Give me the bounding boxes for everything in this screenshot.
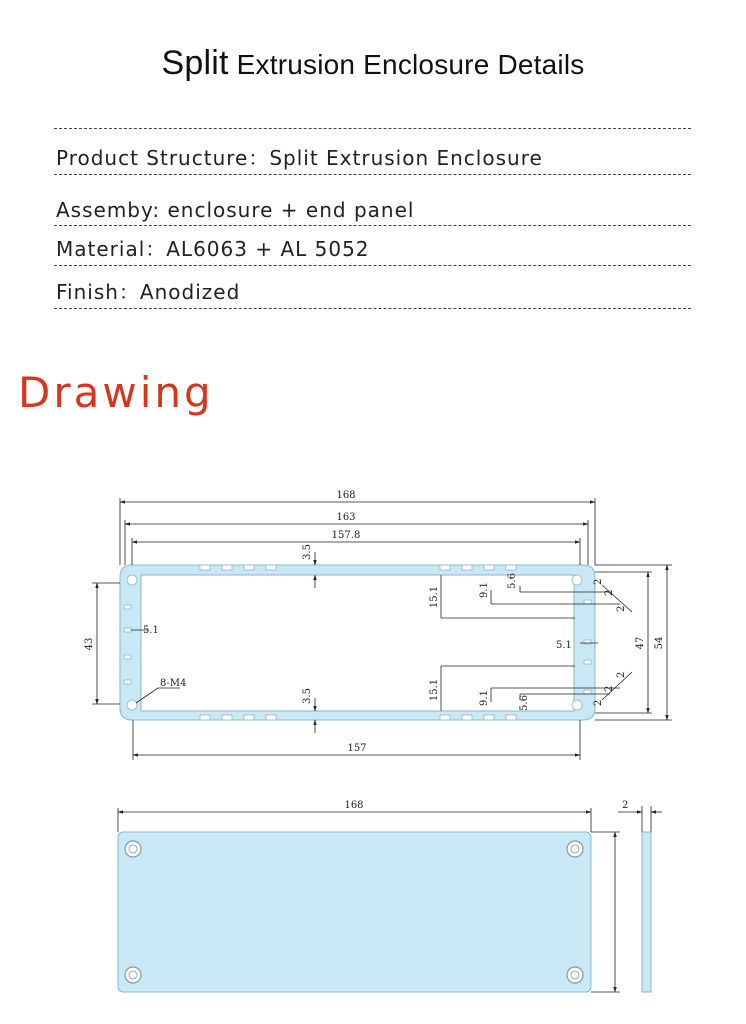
dim-rib-bottom: 15.1 bbox=[429, 678, 440, 702]
screw-label: 8-M4 bbox=[160, 678, 187, 689]
dim-base-width: 157 bbox=[347, 743, 367, 754]
end-panel-dimension-labels bbox=[344, 800, 628, 811]
end-panel-plate bbox=[118, 832, 591, 992]
dim-overall-height: 54 bbox=[654, 636, 665, 650]
mount-hole-icon bbox=[567, 967, 583, 983]
dim-fin-c: 2 bbox=[616, 605, 627, 612]
title-first-word: Split bbox=[161, 44, 229, 82]
dim-small-bottom: 9.1 bbox=[479, 690, 490, 706]
dim-rib-top: 15.1 bbox=[429, 585, 440, 609]
screw-channels bbox=[127, 575, 582, 710]
dim-fin-a: 2 bbox=[593, 578, 604, 585]
spec-material-text: Material：AL6063 + AL 5052 bbox=[56, 237, 370, 261]
dim-left-height: 43 bbox=[84, 637, 95, 651]
dim-wall-bottom: 3.5 bbox=[302, 688, 313, 704]
spec-finish-text: Finish：Anodized bbox=[56, 280, 241, 304]
dim-panel-thickness: 2 bbox=[622, 800, 629, 811]
dim-right-height: 47 bbox=[635, 636, 646, 650]
title-rest: Extrusion Enclosure Details bbox=[236, 49, 585, 80]
end-panel-side-view bbox=[642, 832, 651, 992]
spec-assembly-text: Assemby: enclosure + end panel bbox=[56, 198, 415, 222]
end-panel bbox=[118, 832, 651, 992]
mount-hole-icon bbox=[125, 841, 141, 857]
dim-slot-right: 5.1 bbox=[556, 640, 572, 651]
mount-hole-icon bbox=[125, 967, 141, 983]
dim-inner-width: 163 bbox=[336, 512, 356, 523]
dim-panel-width: 168 bbox=[344, 800, 364, 811]
dim-fin-d: 2 bbox=[616, 671, 627, 678]
dim-fin-e: 2 bbox=[604, 685, 615, 692]
dim-wall-top: 3.5 bbox=[302, 544, 313, 560]
drawing-heading: Drawing bbox=[18, 368, 214, 417]
dim-slot-left: 5.1 bbox=[143, 625, 159, 636]
dim-gap-top: 5.6 bbox=[507, 573, 518, 589]
dim-fin-b: 2 bbox=[604, 589, 615, 596]
dim-gap-bottom: 5.6 bbox=[519, 695, 530, 711]
dim-overall-width: 168 bbox=[336, 490, 356, 501]
dim-fin-f: 2 bbox=[593, 699, 604, 706]
dim-small-top: 9.1 bbox=[479, 582, 490, 598]
spec-structure-text: Product Structure：Split Extrusion Enclosure bbox=[56, 146, 543, 170]
dim-cavity-width: 157.8 bbox=[331, 530, 361, 541]
mount-hole-icon bbox=[567, 841, 583, 857]
